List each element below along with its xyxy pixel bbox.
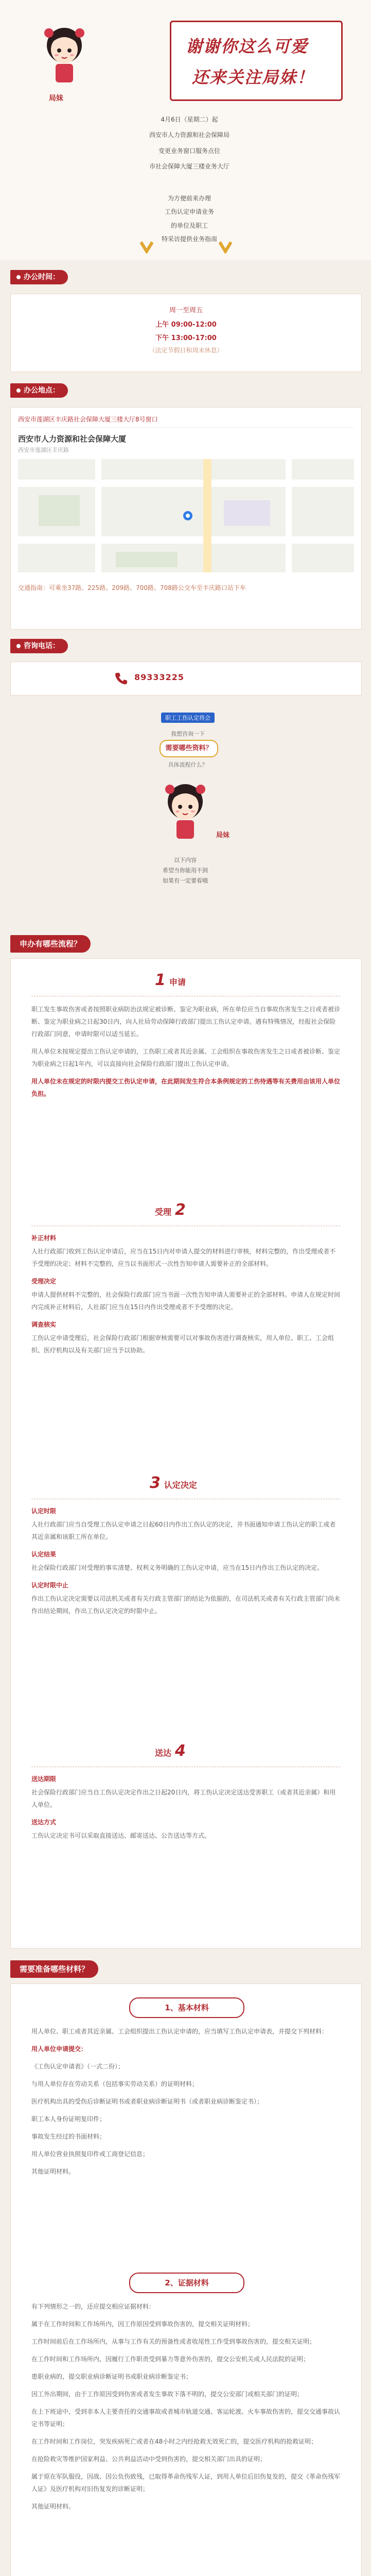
intro-line: 特采访提供业务指南 <box>161 235 217 243</box>
office-addr-tag <box>10 383 68 398</box>
materials-b1-item: 其他证明材料。 <box>31 2168 75 2175</box>
intro-line: 4月6日（星期二）起 <box>161 116 218 123</box>
step-1-p1: 职工发生事故伤害或者按照职业病防治法规定被诊断、鉴定为职业病，所在单位应当自事故伤害发生之日或者被诊断、鉴定为职业病之日起30日内，向人社局劳动保障行政部门提出工伤认定申请。遇有特殊情况，经报社会保险行政部门同意，申请时限可以适当延长。 <box>31 1006 341 1038</box>
step-3-label: 认定决定 <box>164 1480 197 1490</box>
office-note: （法定节假日和周末休息） <box>149 347 223 354</box>
step-4-body <box>31 1773 340 1847</box>
phone-icon <box>114 671 128 686</box>
step-4-p1: 社会保险行政部门应当自工伤认定决定作出之日起20日内，将工伤认定决定送达受害职工（或者其近亲属）和用人单位。 <box>31 1789 336 1808</box>
materials-b1-body <box>31 2025 340 2183</box>
mascot-label-2: 局妹 <box>216 832 230 839</box>
mascot-avatar <box>36 21 93 88</box>
step-4-h1: 送达期限 <box>31 1775 57 1783</box>
materials-b1-item: 事故发生经过的书面材料； <box>31 2133 106 2140</box>
bus-routes: 可乘坐37路、225路、209路、700路、708路公交车至丰庆路口站下车 <box>49 584 246 591</box>
materials-b1-item: 与用人单位存在劳动关系（包括事实劳动关系）的证明材料； <box>31 2080 199 2088</box>
chat-bubble-3: 具体流程什么？ <box>168 761 208 768</box>
step-2-p2: 申请人提供材料不完整的，社会保险行政部门应当书面一次性告知申请人需要补正的全部材料。申请人在规定时间内完成补正材料后，人社部门应当在15日内作出受理或者不予受理的决定。 <box>31 1291 341 1311</box>
down-arrow-icon <box>140 241 153 253</box>
step-2-body <box>31 1232 340 1362</box>
map-sub: 西安市莲湖区丰庆路 <box>18 447 69 453</box>
step-3-num: 3 <box>150 1474 161 1492</box>
headline-bubble <box>170 21 343 101</box>
step-1-p3: 用人单位未在规定的时限内提交工伤认定申请，在此期间发生符合本条例规定的工伤待遇等有关费用由该用人单位负担。 <box>31 1078 341 1097</box>
office-am: 上午 09:00-12:00 <box>155 321 217 329</box>
map-view[interactable] <box>18 459 354 572</box>
map-name: 西安市人力资源和社会保障大厦 <box>18 434 127 444</box>
step-3-h3: 认定时限中止 <box>31 1582 69 1589</box>
step-1-label: 申请 <box>169 977 186 987</box>
step-3-p2: 社会保险行政部门对受理的事实清楚、权利义务明确的工伤认定申请，应当在15日内作出工伤认定的决定。 <box>31 1564 324 1571</box>
chat-bubble-1: 我想咨询一下 <box>171 731 205 737</box>
step-3-p3: 作出工伤认定决定需要以司法机关或者有关行政主管部门的结论为依据的，在司法机关或者有关行政主管部门尚未作出结论期间，作出工伤认定决定的时限中止。 <box>31 1595 341 1615</box>
materials-b1-item: 《工伤认定申请表》（一式二份）； <box>31 2063 125 2070</box>
office-time-title: 办公时间： <box>24 273 60 281</box>
office-addr-card <box>10 407 362 630</box>
step-4-num: 4 <box>174 1742 186 1760</box>
mascot-avatar-2 <box>157 777 214 844</box>
dot-icon <box>16 644 21 648</box>
step-4-h2: 送达方式 <box>31 1819 57 1826</box>
materials-b2-item: 因工外出期间，由于工作原因受到伤害或者发生事故下落不明的，提交公安部门或相关部门的证明； <box>31 2391 304 2398</box>
intro-line: 工伤认定申请业务 <box>164 208 214 216</box>
chat-bubble-2: 需要哪些资料？ <box>160 740 218 757</box>
materials-b2-item: 患职业病的，提交职业病诊断证明书或职业病诊断鉴定书； <box>31 2373 192 2380</box>
materials-b1-intro: 用人单位、职工或者其近亲属、工会组织提出工伤认定申请的，应当填写工伤认定申请表，并提交下列材料： <box>31 2028 328 2035</box>
headline-line-1: 谢谢你这么可爱 <box>186 37 309 56</box>
materials-b2-item: 在上下班途中，受到非本人主要责任的交通事故或者城市轨道交通、客运轮渡、火车事故伤害的，提交交通事故认定书等证明； <box>31 2408 341 2428</box>
mascot-label: 局妹 <box>49 94 63 103</box>
office-time-card <box>10 294 362 372</box>
materials-b2-item: 在工作时间和工作场所内，因履行工作职责受到暴力等意外伤害的，提交公安机关或人民法院的证明； <box>31 2355 310 2363</box>
dot-icon <box>16 388 21 393</box>
intro-line: 西安市人力资源和社会保障局 <box>149 131 229 139</box>
addr-divider <box>18 427 354 428</box>
step-1-heading <box>155 971 186 989</box>
materials-b2-item: 其他证明材料。 <box>31 2503 75 2510</box>
step-4-label: 送达 <box>155 1748 172 1758</box>
chat-reply <box>149 855 221 886</box>
chat-q-label: 职工工伤认定将会 <box>161 713 215 723</box>
step-3-h1: 认定时限 <box>31 1507 57 1515</box>
step-1-body <box>31 1003 340 1105</box>
bus-text <box>18 583 354 594</box>
chat-reply-line: 希望当你能用不到 <box>163 867 208 874</box>
step-2-h3: 调查核实 <box>31 1321 57 1328</box>
dot-icon <box>16 275 21 279</box>
step-2-p3: 工伤认定申请受理后，社会保险行政部门根据审核需要可以对事故伤害进行调查核实，用人单位、职工、工会组织、医疗机构以及有关部门应当予以协助。 <box>31 1334 334 1354</box>
step-1-num: 1 <box>155 971 166 989</box>
step-2-p1: 人社行政部门收到工伤认定申请后，应当在15日内对申请人提交的材料进行审核，材料完整的，作出受理或者不予受理的决定；材料不完整的，应当以书面形式一次性告知申请人需要补正的全部材料。 <box>31 1248 336 1267</box>
materials-b2-item: 在抢险救灾等维护国家利益、公共利益活动中受到伤害的，提交相关部门出具的证明； <box>31 2455 267 2463</box>
materials-b1-item: 用人单位申请提交： <box>31 2045 87 2053</box>
step-3-h2: 认定结果 <box>31 1551 57 1558</box>
phone-tag <box>10 639 68 653</box>
bus-label: 交通指南： <box>18 584 49 591</box>
materials-b2-item: 属于在工作时间和工作场所内，因工作原因受到事故伤害的，提交相关证明材料； <box>31 2320 254 2328</box>
step-3-body <box>31 1505 340 1622</box>
office-days: 周一至周五 <box>169 307 203 314</box>
chat-label <box>154 712 221 723</box>
step-4-heading <box>155 1742 186 1760</box>
materials-b1-item: 职工本人身份证明复印件； <box>31 2115 106 2123</box>
office-time-tag <box>10 270 68 284</box>
step-3-heading <box>150 1474 197 1492</box>
phone-number[interactable]: 89333225 <box>134 672 185 682</box>
chat-section <box>0 706 371 922</box>
materials-b2-intro: 有下列情形之一的，还应提交相应证据材料： <box>31 2303 155 2310</box>
office-addr-title: 办公地点： <box>24 386 60 395</box>
materials-b2-body <box>31 2300 340 2518</box>
intro-line: 的单位及职工 <box>170 222 208 229</box>
intro-text-block-1 <box>122 114 256 172</box>
office-addr-text: 西安市莲湖区丰庆路社会保障大厦三楼大厅8号窗口 <box>18 416 158 423</box>
headline-line-2: 还来关注局妹！ <box>192 67 315 87</box>
materials-b1-item: 用人单位营业执照复印件或工商登记信息； <box>31 2150 149 2158</box>
intro-text-block-2 <box>122 193 256 245</box>
materials-b2-item: 属于原在军队服役，因战、因公负伤致残，已取得革命伤残军人证，到用人单位后旧伤复发的，提交《革命伤残军人证》及医疗机构对旧伤复发的诊断证明； <box>31 2473 341 2493</box>
intro-line: 为方便前来办理 <box>167 195 211 202</box>
flow-card <box>10 958 362 1948</box>
step-2-heading <box>155 1201 186 1219</box>
materials-b2-item: 工作时间前后在工作场所内，从事与工作有关的预备性或者收尾性工作受到事故伤害的，提交相关证明； <box>31 2338 316 2345</box>
materials-card <box>10 1984 362 2576</box>
materials-title: 需要准备哪些材料？ <box>10 1960 98 1978</box>
flow-title: 申办有哪些流程？ <box>10 935 91 953</box>
materials-b2-item: 在工作时间和工作岗位，突发疾病死亡或者在48小时之内经抢救无效死亡的，提交医疗机构的抢救证明； <box>31 2438 317 2445</box>
intro-header <box>0 0 371 260</box>
step-3-p1: 人社行政部门应当自受理工伤认定申请之日起60日内作出工伤认定的决定，并书面通知申请工伤认定的职工或者其近亲属和该职工所在单位。 <box>31 1521 336 1540</box>
intro-line: 市社会保障大厦三楼业务大厅 <box>149 163 229 171</box>
intro-line: 变更业务窗口服务点位 <box>158 147 220 155</box>
step-1-p2: 用人单位未按规定提出工伤认定申请的，工伤职工或者其近亲属、工会组织在事故伤害发生之日或者被诊断、鉴定为职业病之日起1年内，可以直接向社会保险行政部门提出工伤认定申请。 <box>31 1048 341 1067</box>
down-arrow-icon <box>219 241 232 253</box>
step-2-h2: 受理决定 <box>31 1278 57 1285</box>
chat-reply-line: 如果有一定要看哦 <box>163 877 208 884</box>
phone-title: 咨询电话： <box>24 642 60 650</box>
step-2-h1: 补正材料 <box>31 1234 57 1242</box>
materials-b2-label: 2、证据材料 <box>129 2273 244 2293</box>
phone-card[interactable] <box>10 662 362 696</box>
office-pm: 下午 13:00-17:00 <box>155 334 217 342</box>
materials-b1-label: 1、基本材料 <box>129 1997 244 2018</box>
step-2-num: 2 <box>174 1201 186 1219</box>
step-4-p2: 工伤认定决定书可以采取直接送达、邮寄送达、公告送达等方式。 <box>31 1832 211 1839</box>
materials-b1-item: 医疗机构出具的受伤后诊断证明书或者职业病诊断证明书（或者职业病诊断鉴定书）； <box>31 2098 263 2105</box>
chat-reply-line: 以下内容 <box>174 857 197 863</box>
step-2-label: 受理 <box>155 1207 172 1217</box>
